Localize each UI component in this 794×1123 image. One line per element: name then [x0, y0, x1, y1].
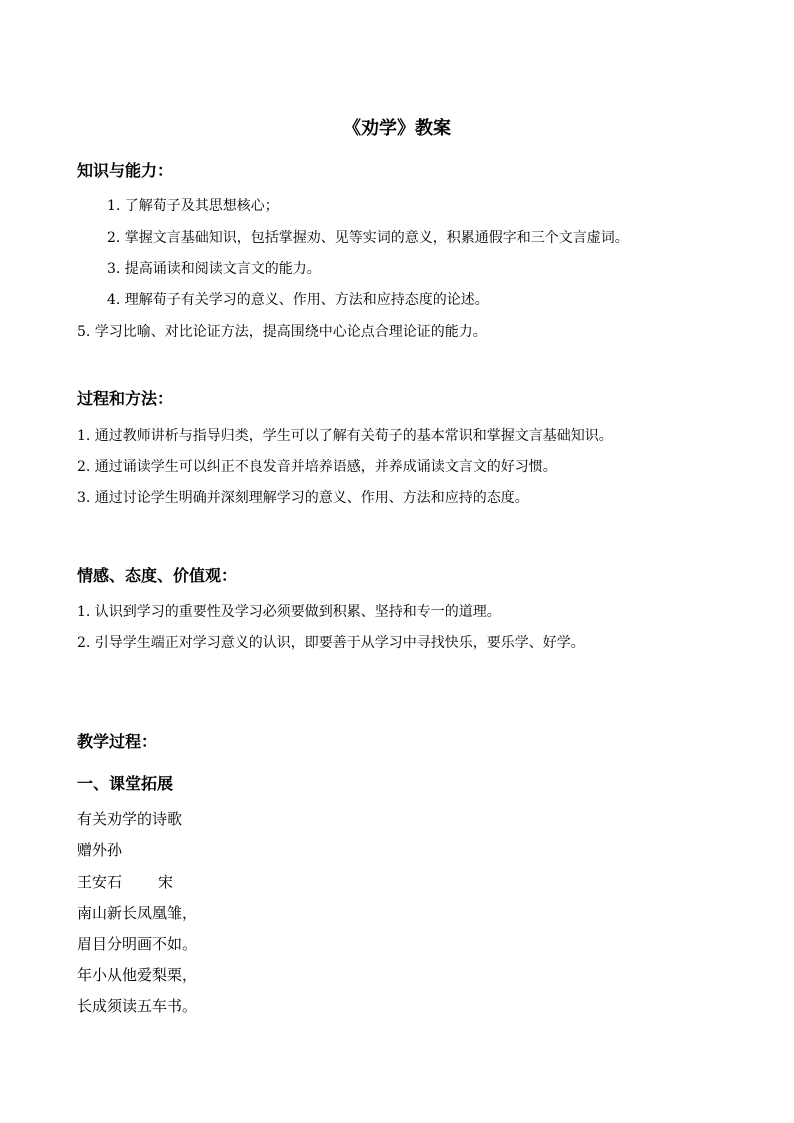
- process-method-heading: 过程和方法：: [77, 389, 174, 408]
- knowledge-item-3: 3. 提高诵读和阅读文言文的能力。: [107, 261, 321, 277]
- values-heading: 情感、态度、价值观：: [77, 566, 238, 585]
- values-item-1: 1. 认识到学习的重要性及学习必须要做到积累、坚持和专一的道理。: [77, 604, 501, 620]
- knowledge-item-1: 1. 了解荀子及其思想核心；: [107, 198, 279, 214]
- poem-line-1: 南山新长凤凰雏，: [77, 904, 198, 922]
- values-item-2: 2. 引导学生端正对学习意义的认识，即要善于从学习中寻找快乐，要乐学、好学。: [77, 635, 585, 651]
- knowledge-item-2: 2. 掌握文言基础知识，包括掌握劝、见等实词的意义，积累通假字和三个文言虚词。: [107, 230, 629, 246]
- knowledge-item-5: 5. 学习比喻、对比论证方法，提高围绕中心论点合理论证的能力。: [77, 324, 487, 340]
- teaching-heading: 教学过程：: [77, 732, 158, 751]
- poem-title: 赠外孙: [77, 841, 123, 859]
- poem-line-2: 眉目分明画不如。: [77, 935, 198, 953]
- poem-byline: [77, 872, 173, 892]
- knowledge-item-4: 4. 理解荀子有关学习的意义、作用、方法和应持态度的论述。: [107, 292, 489, 308]
- document-title: 《劝学》教案: [343, 118, 451, 139]
- poem-author: 王安石: [77, 873, 123, 891]
- knowledge-heading: 知识与能力：: [77, 161, 174, 180]
- process-method-item-2: 2. 通过诵读学生可以纠正不良发音并培养语感，并养成诵读文言文的好习惯。: [77, 459, 557, 475]
- poem-dynasty: 宋: [158, 873, 174, 891]
- poem-intro: 有关劝学的诗歌: [77, 810, 183, 828]
- process-method-item-3: 3. 通过讨论学生明确并深刻理解学习的意义、作用、方法和应持的态度。: [77, 490, 529, 506]
- process-method-item-1: 1. 通过教师讲析与指导归类，学生可以了解有关荀子的基本常识和掌握文言基础知识。: [77, 428, 613, 444]
- poem-line-3: 年小从他爱梨栗，: [77, 966, 198, 984]
- section-heading-classroom-extension: 一、课堂拓展: [77, 774, 174, 793]
- poem-line-4: 长成须读五车书。: [77, 997, 198, 1015]
